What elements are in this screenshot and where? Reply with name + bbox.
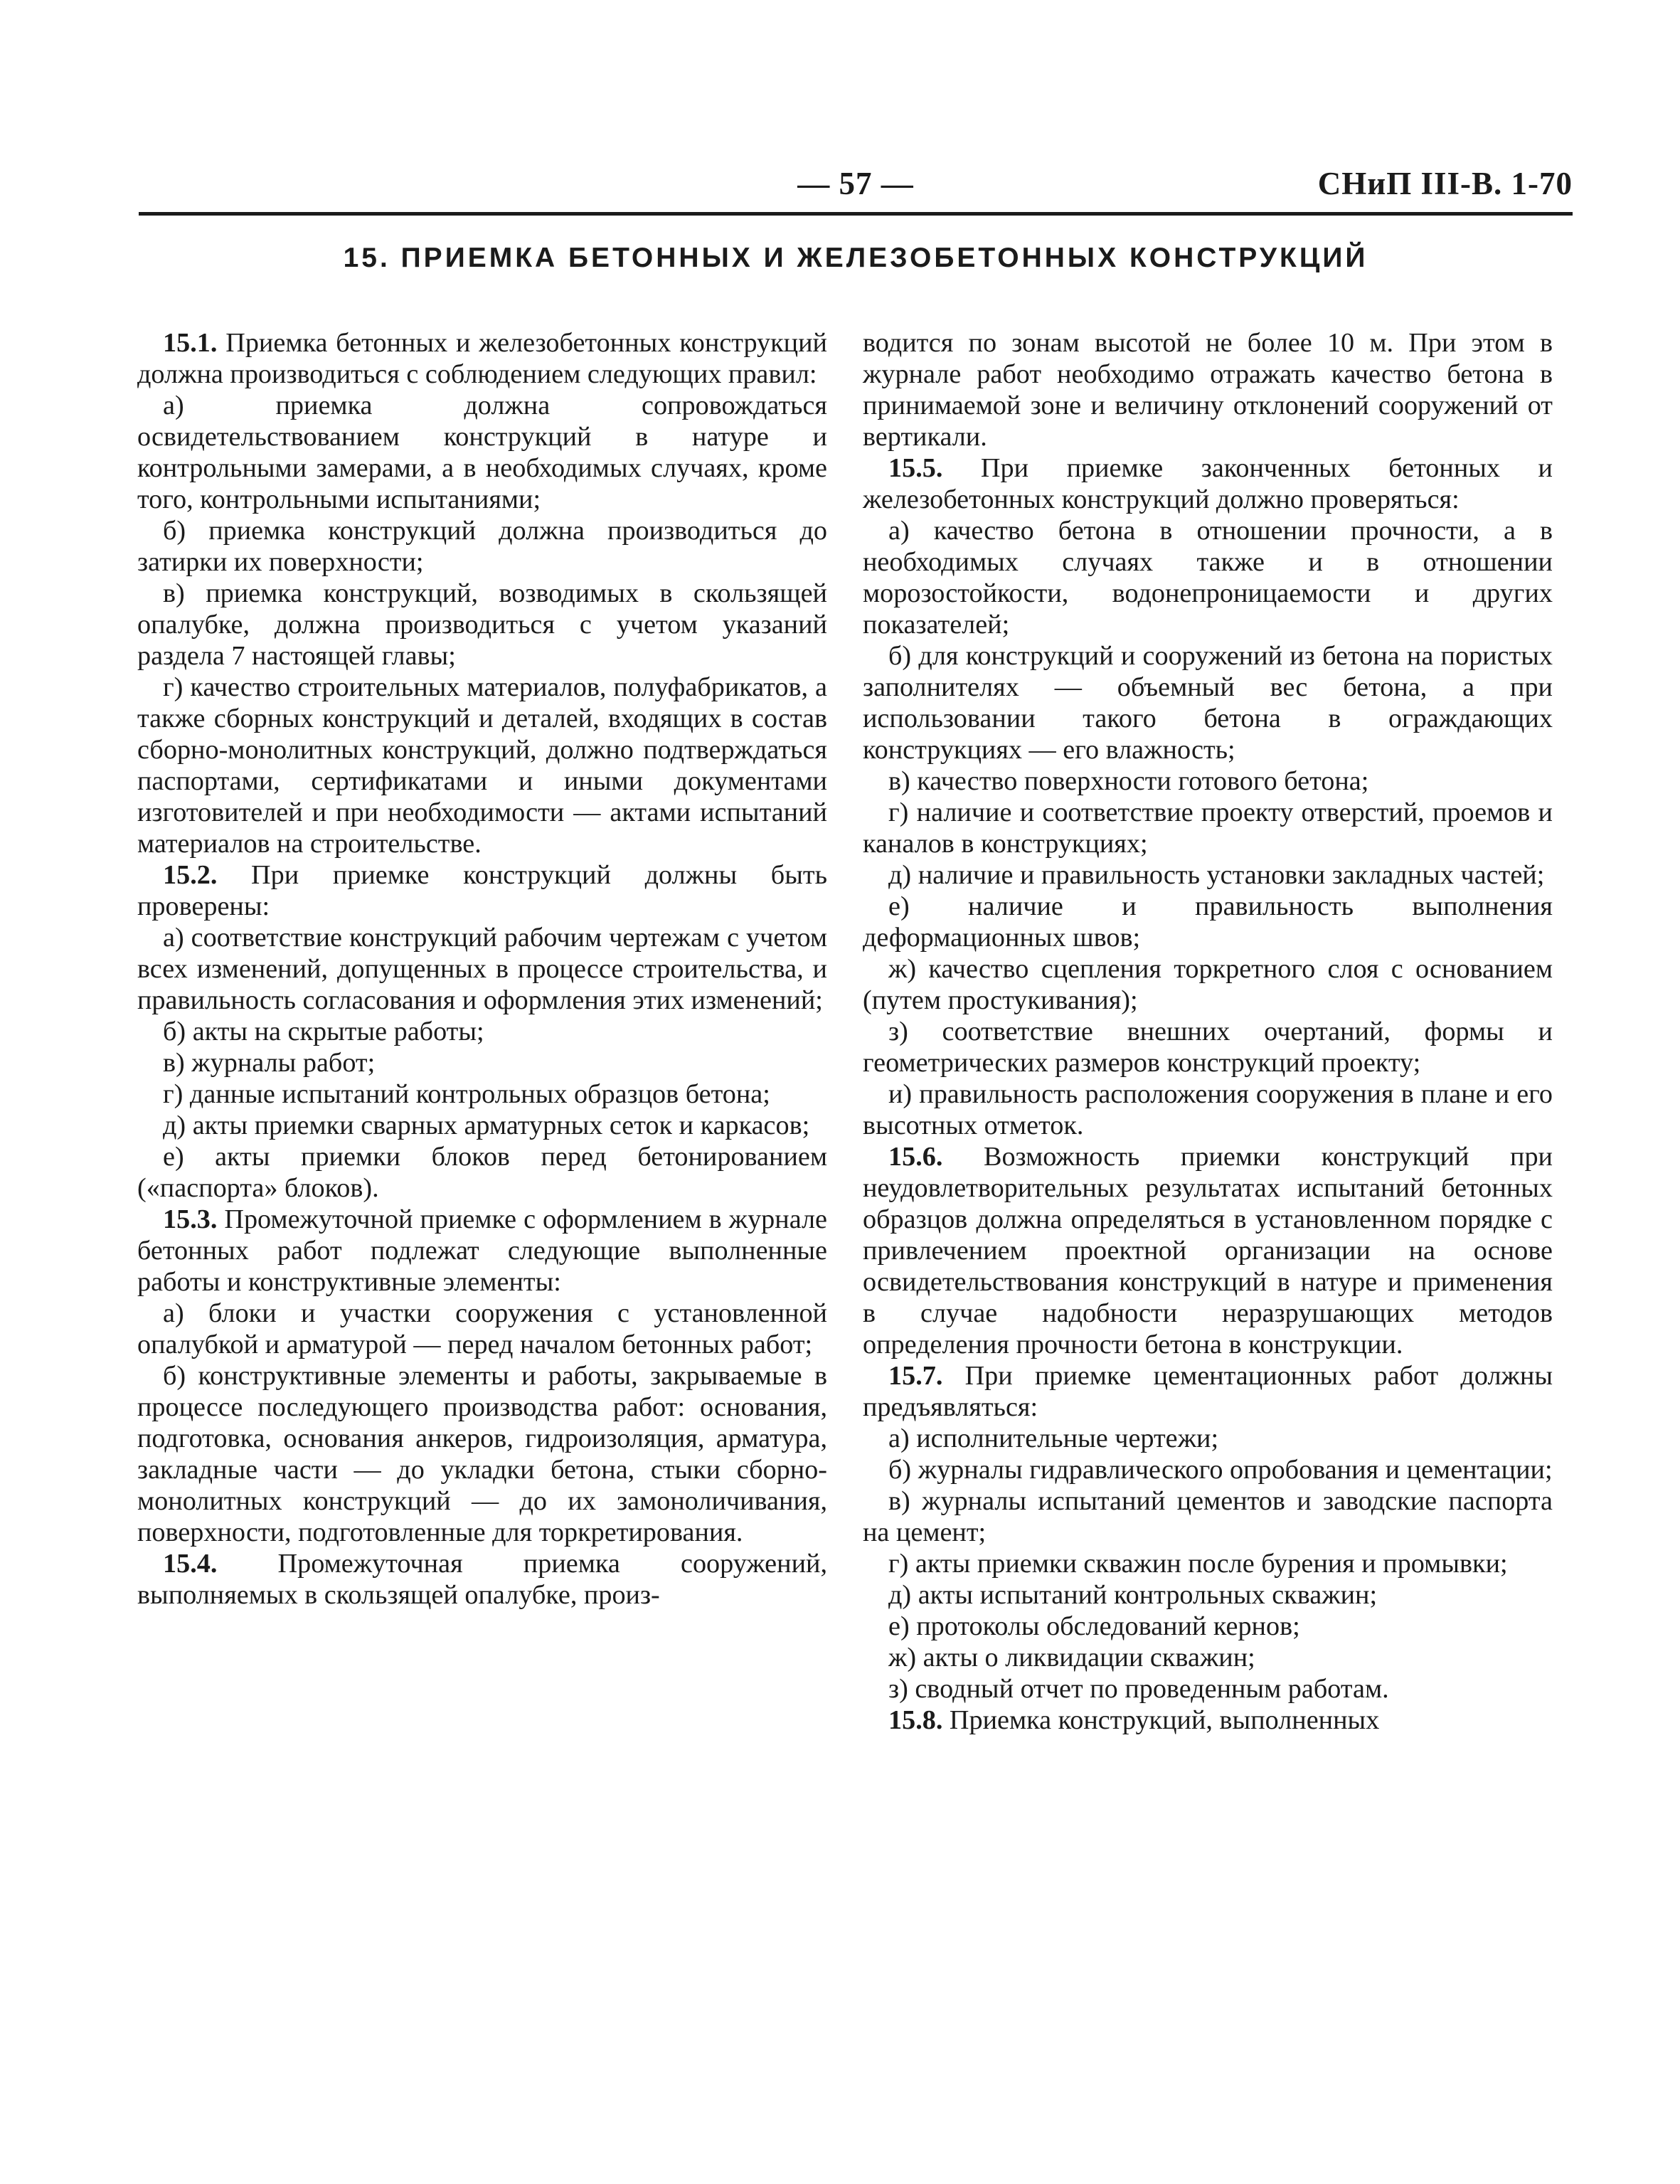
page-header xyxy=(139,165,1573,208)
list-item: з) соответствие внешних очертаний, формы и геометрических размеров конструкций проекту; xyxy=(863,1017,1553,1078)
document-code: СНиП III-В. 1-70 xyxy=(1317,166,1573,201)
paragraph-15-4 xyxy=(137,1548,827,1611)
list-item: а) качество бетона в отношении прочности, а в необходимых случаях также и в отношении морозостойкости, водонепроницаемости и других показателей; xyxy=(863,516,1553,640)
paragraph-text: При приемке конструкций должны быть проверены: xyxy=(137,860,827,921)
list-item: г) акты приемки скважин после бурения и промывки; xyxy=(888,1549,1508,1579)
list-item: а) соответствие конструкций рабочим чертежам с учетом всех изменений, допущенных в процессе строительства, и правильность согласования и оформления этих изменений; xyxy=(137,923,827,1015)
clause-number: 15.6. xyxy=(888,1142,943,1172)
paragraph-15-7 xyxy=(863,1360,1553,1423)
list-item: б) журналы гидравлического опробования и цементации; xyxy=(888,1455,1553,1485)
list-item: а) приемка должна сопровождаться освидетельствованием конструкций в натуре и контрольными замерами, а в необходимых случаях, кроме того, контрольными испытаниями; xyxy=(137,391,827,514)
paragraph-text: При приемке цементационных работ должны предъявляться: xyxy=(863,1361,1553,1422)
list-item: и) правильность расположения сооружения в плане и его высотных отметок. xyxy=(863,1079,1553,1140)
paragraph-text: Приемка конструкций, выполненных xyxy=(942,1705,1380,1735)
clause-number: 15.5. xyxy=(888,453,943,483)
list-item: а) блоки и участки сооружения с установленной опалубкой и арматурой — перед началом бетонных работ; xyxy=(137,1298,827,1359)
paragraph-15-1 xyxy=(137,327,827,390)
paragraph-text: Приемка бетонных и железобетонных конструкций должна производиться с соблюдением следующих правил: xyxy=(137,328,827,389)
list-item: д) акты приемки сварных арматурных сеток и каркасов; xyxy=(163,1110,810,1140)
header-rule xyxy=(139,212,1573,216)
paragraph-15-3 xyxy=(137,1204,827,1298)
paragraph-15-6 xyxy=(863,1141,1553,1360)
list-item: г) данные испытаний контрольных образцов бетона; xyxy=(163,1079,770,1109)
list-item: д) акты испытаний контрольных скважин; xyxy=(888,1580,1378,1610)
list-item: б) акты на скрытые работы; xyxy=(163,1017,484,1046)
paragraph-15-8 xyxy=(863,1705,1553,1736)
list-item: б) приемка конструкций должна производиться до затирки их поверхности; xyxy=(137,516,827,577)
list-item: г) наличие и соответствие проекту отверстий, проемов и каналов в конструкциях; xyxy=(863,797,1553,859)
list-item: г) качество строительных материалов, полуфабрикатов, а также сборных конструкций и деталей, входящих в состав сборно-монолитных конструкций, должно подтверждаться паспортами, сертификатами и иными документами изготовителей и при необходимости — актами испытаний материалов на строительстве. xyxy=(137,672,827,859)
paragraph-text: Возможность приемки конструкций при неудовлетворительных результатах испытаний бетонных образцов должна определяться в установленном порядке с привлечением проектной организации на основе освидетельствования конструкций в натуре и применения в случае надобности неразрушающих методов определения прочности бетона в конструкции. xyxy=(863,1142,1553,1359)
list-item: в) качество поверхности готового бетона; xyxy=(888,766,1369,796)
clause-number: 15.3. xyxy=(163,1204,218,1234)
list-item: а) исполнительные чертежи; xyxy=(888,1424,1219,1453)
paragraph-15-2 xyxy=(137,859,827,922)
list-item: ж) акты о ликвидации скважин; xyxy=(888,1643,1255,1673)
clause-number: 15.7. xyxy=(888,1361,943,1391)
paragraph-continuation: водится по зонам высотой не более 10 м. При этом в журнале работ необходимо отражать качество бетона в принимаемой зоне и величину отклонений сооружений от вертикали. xyxy=(863,328,1553,452)
list-item: з) сводный отчет по проведенным работам. xyxy=(888,1674,1389,1704)
list-item: б) конструктивные элементы и работы, закрываемые в процессе последующего производства работ: основания, подготовка, основания анкеров, гидроизоляция, арматура, закладные части — до укладки бетона, стыки сборно-монолитных конструкций — до их замоноличивания, поверхности, подготовленные для торкретирования. xyxy=(137,1361,827,1547)
right-column xyxy=(863,327,1553,1736)
page-number: — 57 — xyxy=(797,166,914,201)
paragraph-text: При приемке законченных бетонных и железобетонных конструкций должно проверяться: xyxy=(863,453,1553,514)
list-item: д) наличие и правильность установки закладных частей; xyxy=(888,860,1545,890)
clause-number: 15.2. xyxy=(163,860,218,890)
paragraph-text: Промежуточная приемка сооружений, выполняемых в скользящей опалубке, произ- xyxy=(137,1549,827,1610)
list-item: е) наличие и правильность выполнения деформационных швов; xyxy=(863,891,1553,953)
paragraph-15-5 xyxy=(863,452,1553,515)
paragraph-text: Промежуточной приемке с оформлением в журнале бетонных работ подлежат следующие выполненные работы и конструктивные элементы: xyxy=(137,1204,827,1297)
clause-number: 15.4. xyxy=(163,1549,218,1579)
section-title: 15. ПРИЕМКА БЕТОННЫХ И ЖЕЛЕЗОБЕТОННЫХ КОНСТРУКЦИЙ xyxy=(343,243,1368,273)
list-item: е) протоколы обследований кернов; xyxy=(888,1611,1300,1641)
list-item: е) акты приемки блоков перед бетонированием («паспорта» блоков). xyxy=(137,1142,827,1203)
list-item: в) приемка конструкций, возводимых в скользящей опалубке, должна производиться с учетом указаний раздела 7 настоящей главы; xyxy=(137,578,827,671)
list-item: в) журналы работ; xyxy=(163,1048,376,1078)
clause-number: 15.1. xyxy=(163,328,218,358)
list-item: б) для конструкций и сооружений из бетона на пористых заполнителях — объемный вес бетона, а при использовании такого бетона в ограждающих конструкциях — его влажность; xyxy=(863,641,1553,765)
left-column xyxy=(137,327,827,1611)
list-item: ж) качество сцепления торкретного слоя с основанием (путем простукивания); xyxy=(863,954,1553,1015)
list-item: в) журналы испытаний цементов и заводские паспорта на цемент; xyxy=(863,1486,1553,1547)
clause-number: 15.8. xyxy=(888,1705,943,1735)
